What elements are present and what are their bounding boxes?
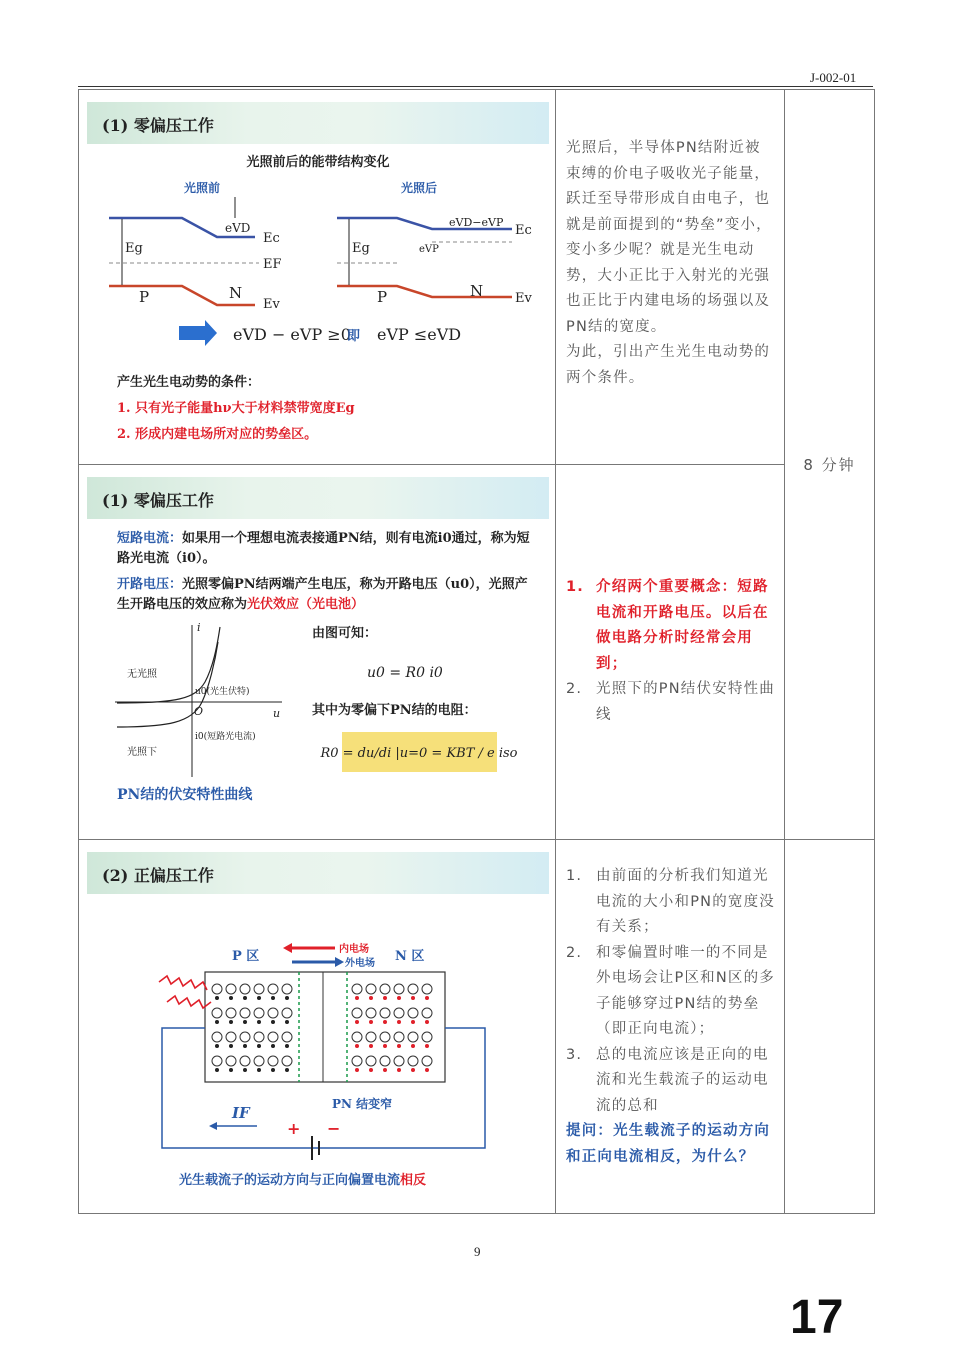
ev-right: Ev [515,291,532,306]
condition-title: 产生光生电动势的条件： [117,375,261,390]
iv-caption: PN结的伏安特性曲线 [117,787,253,803]
hole-dot [257,1068,261,1072]
hole-dot [271,1020,275,1024]
forward-bias-diagram [87,852,549,1202]
electron-dot [383,996,387,1000]
slide-cell-2 [79,465,556,840]
hole-dot [215,1044,219,1048]
sheet-number: 17 [790,1291,844,1344]
label-after: 光照后 [400,181,438,195]
label-before: 光照前 [183,181,221,195]
ec-left: Ec [263,231,280,246]
oc-term: 开路电压： [117,577,183,592]
label-i0: i0(短路光电流) [195,732,256,742]
light-wave-1 [159,976,207,990]
iv-curve-chart [87,477,549,829]
notes-cell-2 [556,465,785,840]
hole-dot [257,1020,261,1024]
r0-formula: R0 = du/di |u=0 = KBT / e iso [320,746,518,761]
evp-label: eVP [419,244,439,255]
valence-band-right [337,286,512,297]
hole-dot [229,1020,233,1024]
i-axis-label: i [197,621,201,634]
document-code: J-002-01 [810,70,857,85]
hole-dot [243,1068,247,1072]
electron-dot [383,1044,387,1048]
p-right: P [377,288,388,306]
hole-dot [215,996,219,1000]
electron-dot [425,996,429,1000]
n-right: N [470,282,484,300]
condition-1: 1. 只有光子能量hν大于材料禁带宽度Eg [117,401,355,416]
note-item: 1. 介绍两个重要概念：短路电流和开路电压。以后在做电路分析时经常会用到； [566,579,769,672]
condition-2: 2. 形成内建电场所对应的势垒区。 [117,427,318,442]
ev-left: Ev [263,297,280,312]
u-axis-label: u [273,707,281,720]
label-no-light: 无光照 [127,669,157,680]
label-u0: u0(光生伏特) [195,687,250,697]
slide-title: (1) 零偏压工作 [102,116,214,135]
hole-dot [285,1020,289,1024]
electron-dot [411,996,415,1000]
outer-field-label: 外电场 [345,958,375,969]
slide-title: (2) 正偏压工作 [102,866,214,885]
oc-red: 光伏效应（光电池） [247,597,365,612]
hole-dot [229,996,233,1000]
slide-cell-1 [79,90,556,465]
duration-cell [785,90,875,840]
note-paragraph: 为此，引出产生光生电动势的两个条件。 [566,344,771,386]
inner-field-label: 内电场 [339,944,369,955]
electron-dot [411,1044,415,1048]
electron-dot [369,1068,373,1072]
note-item: 2. 和零偏置时唯一的不同是外电场会让P区和N区的多子能够穿过PN结的势垒（即正向电流）； [566,944,775,1037]
electron-dot [355,1044,359,1048]
note-paragraph: 光照后，半导体PN结附近被束缚的价电子吸收光子能量，跃迁至导带形成自由电子，也就是前面提到的“势垒”变小，变小多少呢？就是光生电动势，大小正比于入射光的光强也正比于内建电场的场强以及PN结的宽度。 [566,140,772,335]
r0-text: 其中为零偏下PN结的电阻： [312,703,477,718]
eg-left: Eg [125,241,143,256]
n-zone-label: N 区 [395,949,425,964]
hole-dot [229,1068,233,1072]
header-rule [78,86,873,87]
hole-dot [285,1044,289,1048]
forward-caption: 光生载流子的运动方向与正向偏置电流相反 [179,1173,427,1188]
notes-cell-1 [556,90,785,465]
electron-dot [425,1044,429,1048]
p-zone-label: P 区 [232,949,260,964]
hole-dot [285,996,289,1000]
page-number: 9 [474,1244,481,1259]
electron-dot [411,1020,415,1024]
note-item: 1. 由前面的分析我们知道光电流的大小和PN的宽度没有关系； [566,868,775,935]
slide-zero-bias-band [87,102,549,454]
label-light: 光照下 [127,747,157,758]
hole-dot [285,1068,289,1072]
hole-dot [243,1020,247,1024]
slide-title: (1) 零偏压工作 [102,491,214,510]
electron-dot [397,1068,401,1072]
sc-term: 短路电流： [117,531,183,546]
oc-text: 光照零偏PN结两端产生电压，称为开路电压（u0），光照产生开路电压的效应称为 [117,577,528,612]
note-question: 提问：光生载流子的运动方向和正向电流相反，为什么？ [566,1123,771,1165]
slide-zero-bias-iv [87,477,549,829]
electron-dot [383,1020,387,1024]
electron-dot [383,1068,387,1072]
lesson-table [78,89,875,1214]
hole-dot [271,996,275,1000]
electron-dot [369,1020,373,1024]
eg-right: Eg [352,241,370,256]
light-wave-2 [167,996,211,1008]
pn-narrow-label: PN 结变窄 [332,1097,393,1111]
electron-dot [425,1068,429,1072]
origin-label: O [194,705,204,718]
band-subtitle: 光照前后的能带结构变化 [246,155,390,170]
electron-dot [355,1020,359,1024]
duration-text: 8 分钟 [803,456,856,474]
hole-dot [243,996,247,1000]
if-label: IF [232,1104,250,1122]
slide-forward-bias [87,852,549,1202]
electron-dot [397,996,401,1000]
ec-right: Ec [515,223,532,238]
electron-dot [425,1020,429,1024]
electron-dot [397,1020,401,1024]
duration-cell-empty [785,840,875,1214]
hole-dot [257,1044,261,1048]
formula-ji: 即 [347,329,361,344]
hole-dot [229,1044,233,1048]
battery-plus: + [287,1119,301,1138]
notes-cell-3 [556,840,785,1214]
electron-dot [369,996,373,1000]
electron-dot [369,1044,373,1048]
pn-junction-block [205,972,445,1082]
electron-dot [355,996,359,1000]
battery-minus: − [327,1119,341,1138]
electron-dot [397,1044,401,1048]
hole-dot [215,1068,219,1072]
hole-dot [243,1044,247,1048]
arrow-right-icon [179,320,217,346]
diff-label: eVD−eVP [449,216,504,229]
electron-dot [355,1068,359,1072]
known-text: 由图可知： [312,626,378,641]
hole-dot [271,1068,275,1072]
note-item: 3. 总的电流应该是正向的电流和光生载流子的运动电流的总和 [566,1046,769,1114]
electron-dot [411,1068,415,1072]
evd-label: eVD [225,221,251,235]
formula-1: eVD − eVP ≥0 [233,325,351,344]
n-left: N [229,284,243,302]
hole-dot [257,996,261,1000]
note-item: 2. 光照下的PN结伏安特性曲线 [566,681,775,723]
hole-dot [215,1020,219,1024]
slide-cell-3 [79,840,556,1214]
formula-2: eVP ≤eVD [377,325,462,344]
sc-text: 如果用一个理想电流表接通PN结，则有电流i0通过，称为短路光电流（i0）。 [117,531,530,566]
equation-u0: u0 = R0 i0 [367,665,443,681]
band-diagram [87,102,549,454]
p-left: P [139,288,150,306]
hole-dot [271,1044,275,1048]
ef-left: EF [263,257,282,272]
